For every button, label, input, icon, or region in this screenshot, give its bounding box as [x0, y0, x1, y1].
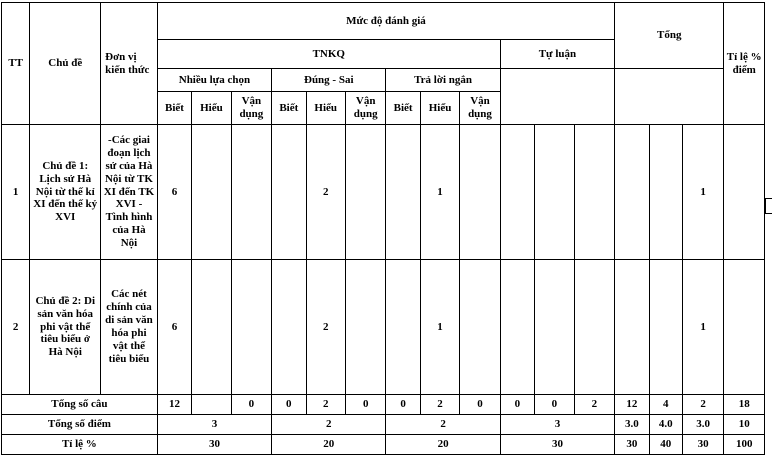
summary-total-vandung: 30 — [682, 435, 724, 455]
row-unit: -Các giai đoạn lịch sử của Hà Nội từ TK XI đến TK XVI - Tình hình của Hà Nội — [101, 125, 158, 260]
cell-vandung-sa — [460, 125, 500, 260]
summary-label: Tỉ lệ % — [2, 435, 158, 455]
summary-group-sa: 20 — [386, 435, 500, 455]
header-unit: Đơn vị kiến thức — [101, 3, 158, 125]
document-sheet — [0, 2, 772, 454]
header-hieu-tf: Hiểu — [306, 92, 345, 125]
summary-group-tl: 30 — [500, 435, 614, 455]
summary-group-mc: 30 — [157, 435, 271, 455]
row-topic: Chủ đề 1: Lịch sử Hà Nội từ thế kỉ XI đến thế kỷ XVI — [30, 125, 101, 260]
cell-biet-mc: 6 — [157, 260, 191, 395]
cell-biet-sa — [386, 260, 420, 395]
summary-cell: 0 — [272, 395, 306, 415]
row-unit: Các nét chính của di sản văn hóa phi vật thể tiêu biểu — [101, 260, 158, 395]
table-header — [2, 3, 765, 125]
summary-ratio: 10 — [724, 415, 765, 435]
header-multiple-choice: Nhiều lựa chọn — [157, 69, 271, 92]
row-topic: Chủ đề 2: Di sản văn hóa phi vật thể tiêu biểu ở Hà Nội — [30, 260, 101, 395]
cell-biet-tf — [272, 125, 306, 260]
header-biet-tf: Biết — [272, 92, 306, 125]
summary-cell: 2 — [306, 395, 345, 415]
cell-hieu-total — [649, 125, 682, 260]
table-body — [2, 125, 765, 455]
header-tnkq: TNKQ — [157, 40, 500, 69]
header-hieu-mc: Hiểu — [192, 92, 231, 125]
header-short-answer: Trả lời ngắn — [386, 69, 500, 92]
summary-cell: 2 — [420, 395, 459, 415]
summary-cell: 2 — [574, 395, 615, 415]
header-vandung-mc: Vận dụng — [231, 92, 271, 125]
cell-ratio — [724, 260, 765, 395]
summary-group-mc: 3 — [157, 415, 271, 435]
summary-ratio: 100 — [724, 435, 765, 455]
cell-vandung-mc — [231, 260, 271, 395]
cell-vandung-mc — [231, 125, 271, 260]
summary-cell: 0 — [460, 395, 500, 415]
summary-total-hieu: 40 — [649, 435, 682, 455]
table-row — [2, 125, 765, 260]
assessment-matrix-table — [1, 2, 765, 455]
summary-total-biet: 3.0 — [615, 415, 649, 435]
summary-cell: 0 — [345, 395, 385, 415]
summary-cell — [192, 395, 231, 415]
summary-cell: 12 — [157, 395, 191, 415]
header-row-1 — [2, 3, 765, 40]
summary-cell: 4 — [649, 395, 682, 415]
cell-ratio — [724, 125, 765, 260]
summary-group-tl: 3 — [500, 415, 614, 435]
cell-biet-total — [615, 260, 649, 395]
cell-hieu-tf: 2 — [306, 260, 345, 395]
cell-hieu-sa: 1 — [420, 260, 459, 395]
header-topic: Chủ đề — [30, 3, 101, 125]
cell-hieu-tl — [535, 260, 574, 395]
header-hieu-sa: Hiểu — [420, 92, 459, 125]
cell-biet-sa — [386, 125, 420, 260]
row-tt: 1 — [2, 125, 30, 260]
summary-cell: 0 — [500, 395, 534, 415]
cell-biet-tl — [500, 125, 534, 260]
summary-row-total-points — [2, 415, 765, 435]
summary-label: Tổng số câu — [2, 395, 158, 415]
page-edge-marker — [765, 198, 772, 214]
table-row — [2, 260, 765, 395]
summary-group-sa: 2 — [386, 415, 500, 435]
summary-cell: 0 — [231, 395, 271, 415]
summary-row-total-questions — [2, 395, 765, 415]
cell-vandung-tl — [574, 260, 615, 395]
header-biet-sa: Biết — [386, 92, 420, 125]
cell-vandung-tf — [345, 260, 385, 395]
cell-vandung-sa — [460, 260, 500, 395]
cell-vandung-total: 1 — [682, 125, 724, 260]
summary-total-hieu: 4.0 — [649, 415, 682, 435]
summary-label: Tổng số điểm — [2, 415, 158, 435]
summary-ratio: 18 — [724, 395, 765, 415]
cell-biet-tf — [272, 260, 306, 395]
header-vandung-sa: Vận dụng — [460, 92, 500, 125]
summary-cell: 2 — [682, 395, 724, 415]
summary-total-vandung: 3.0 — [682, 415, 724, 435]
header-total-spacer — [615, 69, 724, 125]
cell-hieu-tf: 2 — [306, 125, 345, 260]
header-vandung-tf: Vận dụng — [345, 92, 385, 125]
cell-vandung-total: 1 — [682, 260, 724, 395]
summary-cell: 0 — [386, 395, 420, 415]
header-total: Tổng — [615, 3, 724, 69]
header-biet-mc: Biết — [157, 92, 191, 125]
cell-hieu-tl — [535, 125, 574, 260]
cell-biet-total — [615, 125, 649, 260]
cell-hieu-total — [649, 260, 682, 395]
cell-hieu-mc — [192, 125, 231, 260]
summary-cell: 0 — [535, 395, 574, 415]
cell-biet-mc: 6 — [157, 125, 191, 260]
header-tu-luan: Tự luận — [500, 40, 614, 69]
header-tt: TT — [2, 3, 30, 125]
cell-vandung-tf — [345, 125, 385, 260]
header-tu-luan-spacer — [500, 69, 614, 125]
header-ratio-percent: Tỉ lệ % điểm — [724, 3, 765, 125]
summary-group-tf: 20 — [272, 435, 386, 455]
cell-hieu-mc — [192, 260, 231, 395]
cell-biet-tl — [500, 260, 534, 395]
header-assessment-level: Mức độ đánh giá — [157, 3, 614, 40]
cell-hieu-sa: 1 — [420, 125, 459, 260]
header-true-false: Đúng - Sai — [272, 69, 386, 92]
summary-group-tf: 2 — [272, 415, 386, 435]
summary-total-biet: 30 — [615, 435, 649, 455]
row-tt: 2 — [2, 260, 30, 395]
summary-cell: 12 — [615, 395, 649, 415]
cell-vandung-tl — [574, 125, 615, 260]
